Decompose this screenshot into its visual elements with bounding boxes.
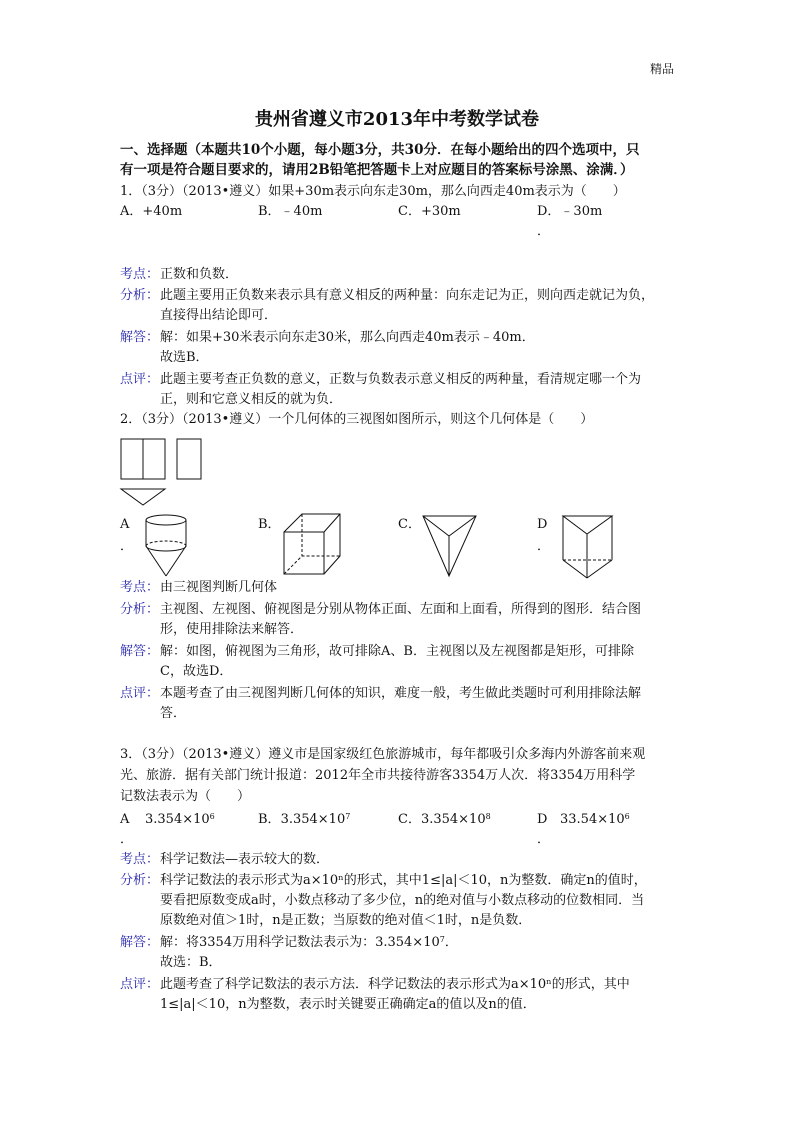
top-view xyxy=(121,489,165,505)
q3-option-a-label: A xyxy=(120,812,130,827)
q1-kaodian-label: 考点： xyxy=(120,267,160,282)
q2-option-d-dot: ． xyxy=(537,539,551,554)
q3-option-c: C．$3.354\times 10^8$ xyxy=(398,812,491,827)
q3-option-d-value: $33.54\times 10^6$ xyxy=(560,812,630,827)
q2-fenxi-line2: 形，使用排除法来解答． xyxy=(160,622,304,637)
section-heading-line1: 一、选择题（本题共10个小题，每小题3分，共30分．在每小题给出的四个选项中，只 xyxy=(120,142,640,158)
q1-jieda-line1: 解：如果+30米表示向东走30米，那么向西走40m表示﹣40m． xyxy=(160,330,535,345)
q3-jieda-line2: 故选：B． xyxy=(160,955,222,970)
q3-jieda-label: 解答： xyxy=(120,935,160,950)
tetrahedron-figure xyxy=(420,512,480,580)
q1-option-a: A．+40m xyxy=(120,204,183,219)
q3-option-d-dot: ． xyxy=(537,832,551,847)
three-views-figure xyxy=(118,436,208,508)
q2-dianping-line2: 答． xyxy=(160,706,187,721)
q2-option-a-dot: ． xyxy=(120,539,134,554)
q2-option-a: A xyxy=(120,517,130,532)
q3-option-d-label: D xyxy=(537,812,548,827)
q1-fenxi-line1: 此题主要用正负数来表示具有意义相反的两种量：向东走记为正，则向西走就记为负， xyxy=(160,288,655,303)
side-view xyxy=(177,439,201,479)
q2-dianping-label: 点评： xyxy=(120,686,160,701)
q2-jieda-line1: 解：如图，俯视图为三角形，故可排除A、B．主视图以及左视图都是矩形，可排除 xyxy=(160,644,634,659)
q3-option-a-value: $3.354\times 10^6$ xyxy=(145,812,215,827)
q3-option-a-dot: ． xyxy=(120,832,134,847)
q2-fenxi-label: 分析： xyxy=(120,602,160,617)
q3-option-b: B．$3.354\times 10^7$ xyxy=(258,812,351,827)
q1-dianping-line1: 此题主要考查正负数的意义，正数与负数表示意义相反的两种量，看清规定哪一个为 xyxy=(160,372,642,387)
q3-fenxi-line3: 原数绝对值＞1时，n是正数；当原数的绝对值＜1时，n是负数． xyxy=(160,913,532,928)
q1-fenxi-label: 分析： xyxy=(120,288,160,303)
q2-dianping-line1: 本题考查了由三视图判断几何体的知识，难度一般，考生做此类题时可利用排除法解 xyxy=(160,686,642,701)
header-tag: 精品 xyxy=(649,62,674,76)
q3-fenxi-line1: 科学记数法的表示形式为a×10ⁿ的形式，其中1≤|a|＜10，n为整数．确定n的值时， xyxy=(160,873,647,888)
q1-dianping-label: 点评： xyxy=(120,372,160,387)
q1-stem: 1．（3分）（2013•遵义）如果+30m表示向东走30m，那么向西走40m表示为（ ） xyxy=(120,184,626,199)
q2-kaodian: 由三视图判断几何体 xyxy=(160,580,278,595)
q1-option-d: D．﹣30m xyxy=(537,204,603,219)
q3-stem-line2: 光、旅游．据有关部门统计报道：2012年全市共接待游客3354万人次．将3354万用科学 xyxy=(120,768,636,783)
cube-figure xyxy=(280,510,344,580)
q3-stem-line1: 3．（3分）（2013•遵义）遵义市是国家级红色旅游城市，每年都吸引众多海内外游客前来观 xyxy=(120,747,646,762)
q2-fenxi-line1: 主视图、左视图、俯视图是分别从物体正面、左面和上面看，所得到的图形．结合图 xyxy=(160,602,642,617)
q2-kaodian-label: 考点： xyxy=(120,580,160,595)
q1-jieda-line2: 故选B． xyxy=(160,350,209,365)
cylinder-cone-figure xyxy=(142,512,192,582)
q2-option-d: D xyxy=(537,517,548,532)
q2-option-b: B． xyxy=(258,517,281,532)
q2-stem: 2．（3分）（2013•遵义）一个几何体的三视图如图所示，则这个几何体是（ ） xyxy=(120,412,594,427)
q2-jieda-label: 解答： xyxy=(120,644,160,659)
q3-fenxi-line2: 要看把原数变成a时，小数点移动了多少位，n的绝对值与小数点移动的位数相同．当 xyxy=(160,893,645,908)
section-heading-line2: 有一项是符合题目要求的，请用2B铅笔把答题卡上对应题目的答案标号涂黑、涂满．） xyxy=(120,162,634,178)
q3-dianping-label: 点评： xyxy=(120,977,160,992)
q3-dianping-line2: 1≤|a|＜10，n为整数，表示时关键要正确确定a的值以及n的值． xyxy=(160,997,536,1012)
q3-stem-line3: 记数法表示为（ ） xyxy=(120,789,251,804)
q3-kaodian: 科学记数法—表示较大的数． xyxy=(160,852,330,867)
q2-option-c: C． xyxy=(398,517,421,532)
q1-jieda-label: 解答： xyxy=(120,330,160,345)
q2-jieda-line2: C，故选D． xyxy=(160,664,233,679)
q3-dianping-line1: 此题考查了科学记数法的表示方法．科学记数法的表示形式为a×10ⁿ的形式，其中 xyxy=(160,977,630,992)
q1-kaodian: 正数和负数． xyxy=(160,267,239,282)
q3-fenxi-label: 分析： xyxy=(120,873,160,888)
q3-jieda-line1: 解：将3354万用科学记数法表示为：$3.354\times 10^7$． xyxy=(160,935,458,950)
q3-kaodian-label: 考点： xyxy=(120,852,160,867)
q1-option-c: C．+30m xyxy=(398,204,461,219)
q1-option-d-dot: ． xyxy=(537,224,551,239)
q1-option-b: B．﹣40m xyxy=(258,204,323,219)
page-title: 贵州省遵义市2013年中考数学试卷 xyxy=(254,109,540,130)
q1-dianping-line2: 正，则和它意义相反的就为负． xyxy=(160,392,343,407)
q1-fenxi-line2: 直接得出结论即可． xyxy=(160,308,278,323)
triangular-prism-figure xyxy=(560,512,616,582)
